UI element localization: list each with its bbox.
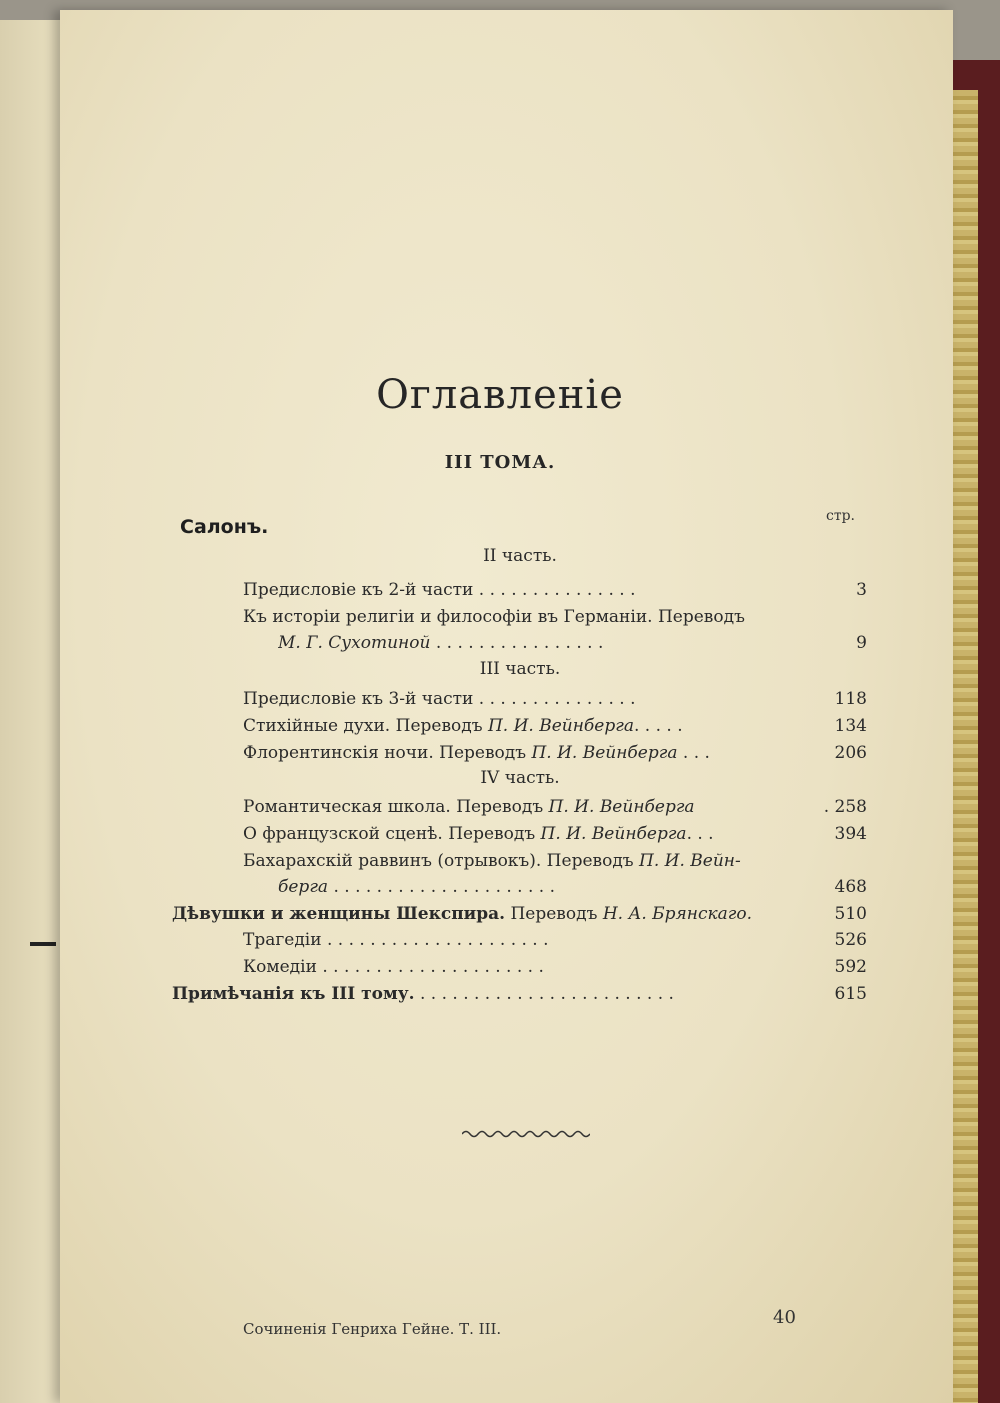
toc-entry: Бахарахскій раввинъ (отрывокъ). Переводъ П. И. Вейн- [243, 851, 741, 871]
toc-page-number: 206 [834, 743, 867, 763]
toc-entry: Романтическая школа. Переводъ П. И. Вейнберга . 258 [0, 794, 1000, 820]
toc-page-number: 592 [834, 957, 867, 977]
toc-entry: Дѣвушки и женщины Шекспира. Переводъ Н. А. Брянскаго. 510 [0, 901, 1000, 927]
toc-page-number: 615 [834, 984, 867, 1004]
toc-entry: Примѣчанія къ III тому. . . . . . . . . . . . . . . . . . . . . . . . . 615 [0, 981, 1000, 1007]
toc-entry: Къ исторіи религіи и философіи въ Германіи. Переводъ [243, 607, 745, 627]
toc-page-number: 9 [856, 633, 867, 653]
book-signature-line: Сочиненія Генриха Гейне. Т. III. [243, 1320, 502, 1338]
toc-entry: М. Г. Сухотиной . . . . . . . . . . . . . . . . 9 [0, 630, 1000, 656]
toc-entry: О французской сценѣ. Переводъ П. И. Вейнберга. . . 394 [0, 821, 1000, 847]
page-title: Оглавленіе [376, 372, 624, 418]
toc-page-number: 526 [834, 930, 867, 950]
part-heading-2: II часть. [483, 546, 557, 566]
toc-page-number: 3 [856, 580, 867, 600]
section-salon: Салонъ. [180, 516, 269, 538]
toc-page-number: 510 [834, 904, 867, 924]
toc-entry: Комедіи . . . . . . . . . . . . . . . . . . . . . 592 [0, 954, 1000, 980]
signature-number: 40 [773, 1307, 796, 1328]
toc-entry: Флорентинскія ночи. Переводъ П. И. Вейнберга . . . 206 [0, 740, 1000, 766]
decorative-wave-divider [462, 1128, 590, 1140]
part-heading-3: III часть. [479, 659, 561, 679]
toc-page-number: 394 [834, 824, 867, 844]
toc-entry: Предисловіе къ 2-й части . . . . . . . . . . . . . . . 3 [0, 577, 1000, 603]
toc-page-number: . 258 [823, 797, 867, 817]
toc-page-number: 468 [834, 877, 867, 897]
toc-entry: берга . . . . . . . . . . . . . . . . . . . . . 468 [0, 874, 1000, 900]
toc-entry: Трагедіи . . . . . . . . . . . . . . . . . . . . . 526 [0, 927, 1000, 953]
part-heading-4: IV часть. [480, 768, 560, 788]
toc-entry: Стихійные духи. Переводъ П. И. Вейнберга. . . . . 134 [0, 713, 1000, 739]
toc-page-number: 118 [834, 689, 867, 709]
page-column-label: стр. [826, 508, 855, 524]
toc-entry: Предисловіе къ 3-й части . . . . . . . . . . . . . . . 118 [0, 686, 1000, 712]
toc-page-number: 134 [834, 716, 867, 736]
page-subtitle: III ТОМА. [444, 452, 556, 473]
